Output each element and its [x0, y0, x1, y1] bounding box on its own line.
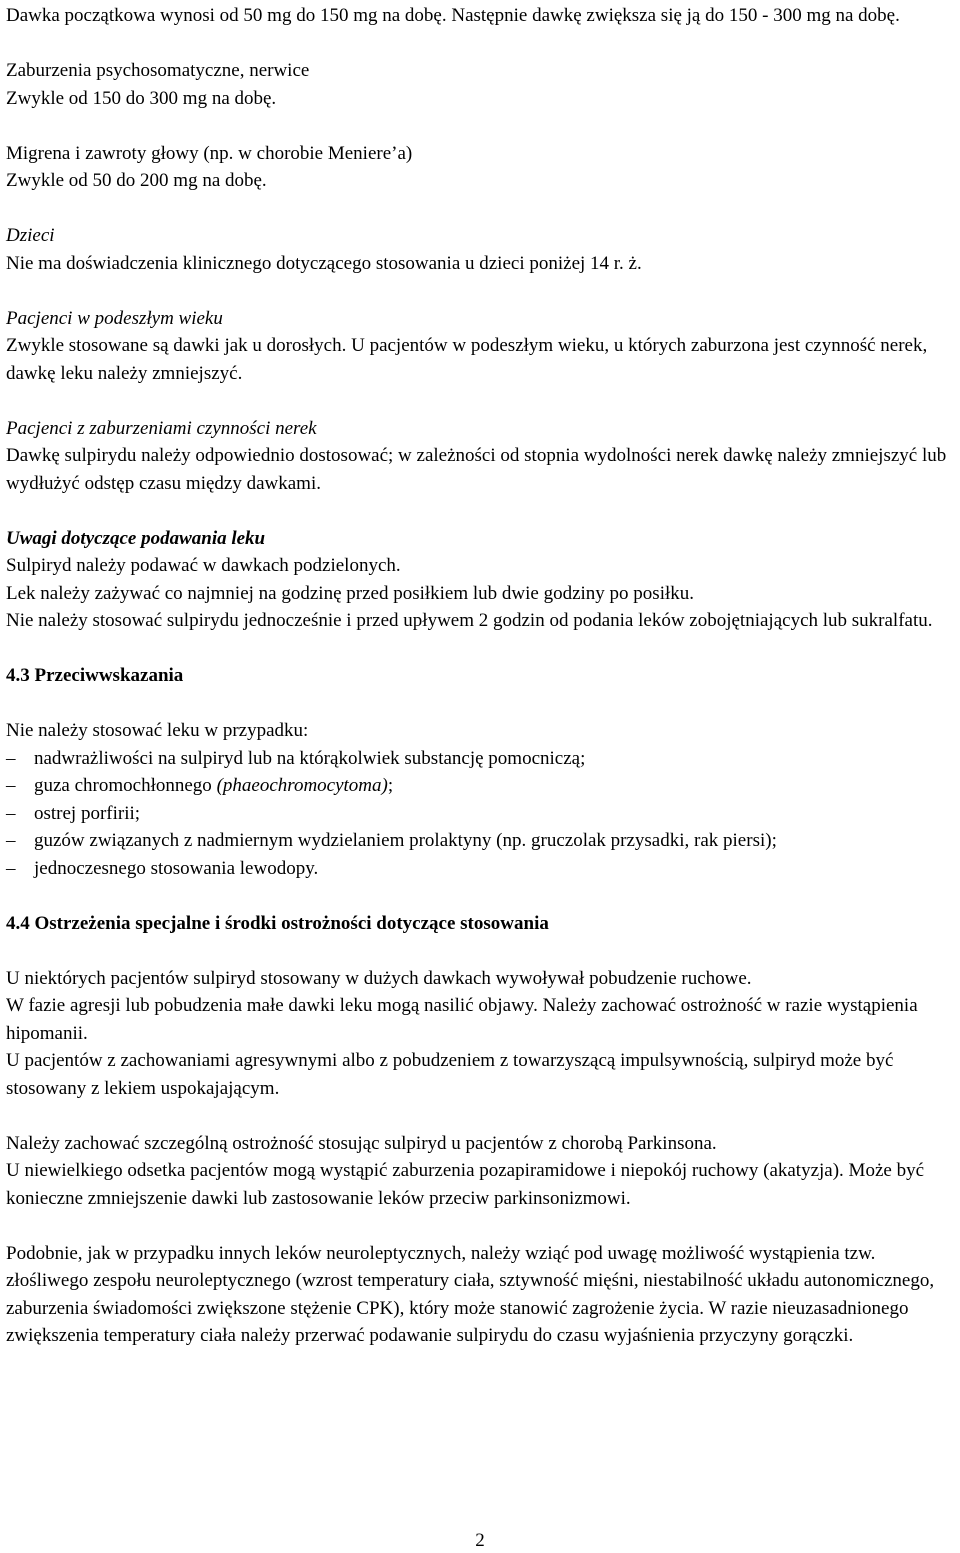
section-heading: Zaburzenia psychosomatyczne, nerwice [6, 60, 310, 81]
section-text: Zwykle stosowane są dawki jak u dorosłych. U pacjentów w podeszłym wieku, u których zaburzona jest czynność nerek, dawkę leku należy zmniejszyć. [6, 335, 928, 384]
dash-bullet: – [6, 747, 16, 769]
section-text: U pacjentów z zachowaniami agresywnymi albo z pobudzeniem z towarzyszącą impulsywnością, sulpiryd może być stosowany z lekiem uspokajającym. [6, 1050, 894, 1099]
warnings-paragraph-3: Podobnie, jak w przypadku innych leków neuroleptycznych, należy wziąć pod uwagę możliwość wystąpienia tzw. złośliwego zespołu neuroleptycznego (wzrost temperatury ciała, sztywność mięśni, niestabilność układu autonomicznego, zaburzenia świadomości zwiększone stężenie CPK), który może stanowić zagrożenie życia. W razie nieuzasadnionego zwiększenia temperatury ciała należy przerwać podawanie sulpirydu do czasu wyjaśnienia przyczyny gorączki. [6, 1242, 935, 1346]
document-page [6, 2, 956, 1350]
warnings-paragraph-1 [6, 965, 956, 1103]
dash-bullet: – [6, 857, 16, 879]
dash-bullet: – [6, 802, 16, 824]
dash-bullet: – [6, 775, 16, 796]
list-item: – nadwrażliwości na sulpiryd lub na którąkolwiek substancję pomocniczą; [6, 745, 956, 773]
subsection-heading: Pacjenci w podeszłym wieku [6, 307, 223, 329]
section-text: Nie należy stosować leku w przypadku: [6, 720, 309, 741]
section-text: W fazie agresji lub pobudzenia małe dawki leku mogą nasilić objawy. Należy zachować ostrożność w razie wystąpienia hipomanii. [6, 995, 918, 1044]
section-text: Nie ma doświadczenia klinicznego dotyczącego stosowania u dzieci poniżej 14 r. ż. [6, 252, 642, 274]
subsection-heading: Uwagi dotyczące podawania leku [6, 527, 266, 549]
section-title: 4.3 Przeciwwskazania [6, 665, 184, 686]
list-item: – jednoczesnego stosowania lewodopy. [6, 855, 956, 883]
section-administration-notes [6, 525, 956, 635]
dash-bullet: – [6, 830, 16, 851]
list-item: – guzów związanych z nadmiernym wydzielaniem prolaktyny (np. gruczolak przysadki, rak piersi); [6, 827, 956, 855]
contraindications-list [6, 745, 956, 883]
section-text: Dawkę sulpirydu należy odpowiednio dostosować; w zależności od stopnia wydolności nerek dawkę należy zmniejszyć lub wydłużyć odstęp czasu między dawkami. [6, 445, 947, 494]
section-contraindications [6, 662, 956, 882]
section-migraine [6, 140, 956, 195]
section-children [6, 222, 956, 277]
section-psychosomatic [6, 57, 956, 112]
subsection-heading: Dzieci [6, 225, 55, 246]
section-text: U niewielkiego odsetka pacjentów mogą wystąpić zaburzenia pozapiramidowe i niepokój ruchowy (akatyzja). Może być konieczne zmniejszenie dawki lub zastosowanie leków przeciw parkinsonizmowi. [6, 1160, 925, 1209]
warnings-paragraph-2 [6, 1130, 956, 1213]
section-text: Sulpiryd należy podawać w dawkach podzielonych. [6, 555, 401, 576]
section-elderly [6, 305, 956, 388]
section-text: Lek należy zażywać co najmniej na godzinę przed posiłkiem lub dwie godziny po posiłku. [6, 582, 695, 604]
section-text: Zwykle od 150 do 300 mg na dobę. [6, 87, 277, 109]
section-text: Zwykle od 50 do 200 mg na dobę. [6, 170, 267, 191]
page-number: 2 [475, 1530, 485, 1551]
dosage-paragraph: Dawka początkowa wynosi od 50 mg do 150 mg na dobę. Następnie dawkę zwiększa się ją do 150 - 300 mg na dobę. [6, 5, 900, 26]
subsection-heading: Pacjenci z zaburzeniami czynności nerek [6, 417, 317, 439]
section-text: U niektórych pacjentów sulpiryd stosowany w dużych dawkach wywoływał pobudzenie ruchowe. [6, 967, 752, 989]
list-item: – guza chromochłonnego (phaeochromocytoma); [6, 772, 956, 800]
section-text: Należy zachować szczególną ostrożność stosując sulpiryd u pacjentów z chorobą Parkinsona. [6, 1132, 717, 1154]
section-warnings [6, 910, 956, 1350]
section-text: Nie należy stosować sulpirydu jednocześnie i przed upływem 2 godzin od podania leków zobojętniających lub sukralfatu. [6, 610, 933, 631]
section-title: 4.4 Ostrzeżenia specjalne i środki ostrożności dotyczące stosowania [6, 912, 549, 934]
list-item: – ostrej porfirii; [6, 800, 956, 828]
section-renal-impairment [6, 415, 956, 498]
section-heading: Migrena i zawroty głowy (np. w chorobie Meniere’a) [6, 142, 413, 164]
